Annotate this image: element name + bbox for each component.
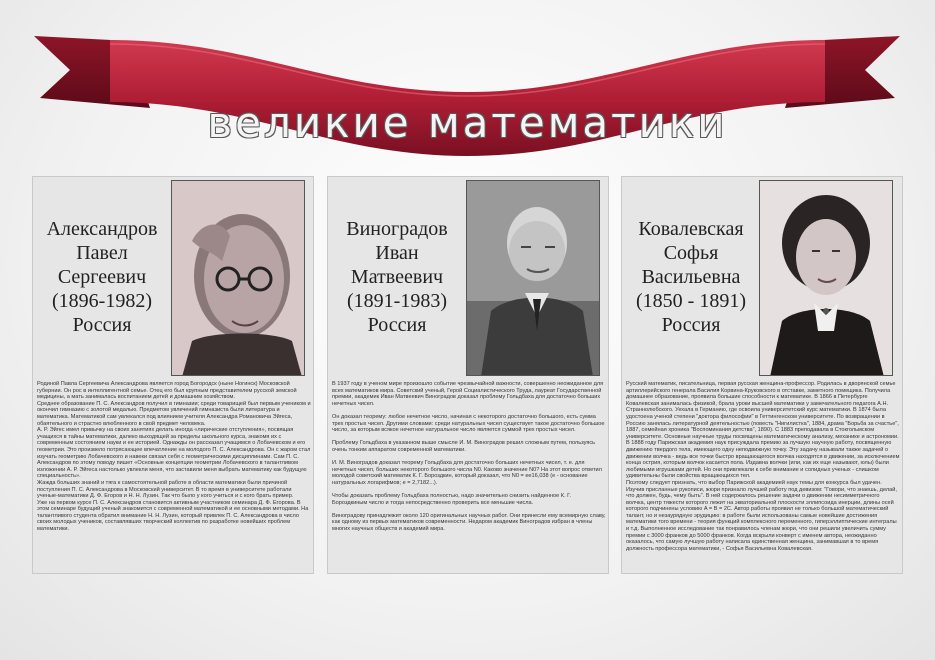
mathematician-card-aleksandrov [32,176,314,574]
portrait-photo-kovalevskaya [759,180,893,376]
mathematician-name: Виноградов Иван Матвеевич (1891-1983) Россия [346,218,448,336]
biography-text: Родиной Павла Сергеевича Александрова является город Богородск (ныне Ногинск) Московской губернии. Он рос в интеллигентной семье. Отец его был крупным представителем русской земской медицины, а мать занималась воспитанием детей и домашним хозяйством. Среднее образование П. С. Александров получил в гимназии; среди товарищей был первым учеником и окончил гимназию с золотой медалью. Предметом увлечений гимназиста были литература и математика. Математикой сам увлекался под влиянием учителя Александра Романовича Эйгеса, обаятельного и страстно влюбленного в свой предмет человека. А. Р. Эйгес имел привычку на своих занятиях делать иногда «лирические отступления», посвящая учащихся в тайны математики, далеко выходящей за пределы школьного курса, знакомя их с современным состоянием науки и ее историей. Однажды он рассказал учащимся о Лобачевском и его геометрии. Это произвело потрясающее впечатление на молодого П. С. Александрова. Он с жаром стал изучать геометрию Лобачевского и навеки связал себя с геометрическими дисциплинами. Сам П. С. Александров по этому поводу пишет «Основные концепции геометрии Лобачевского в талантливом изложении А. Р. Эйгеса настолько увлекли меня, что заставили меня выбрать математику как будущую специальность». Жажда больших знаний и тяга к самостоятельной работе в области математики были причиной поступления П. С. Александрова в Московский университет. В то время в университете работали ученые-математики Д. Ф. Егоров и Н. Н. Лузин. Так что было у кого учиться и с кого брать пример. Уже на первом курсе П. С. Александров становится активным участником семинара Д. Ф. Егорова. В этом семинаре будущий ученый знакомится с современной математикой и ее основными методами. На талантливого студента обратил внимание Н. Н. Лузин, который привлек П. С. Александрова в число своих молодых учеников, составлявших творческий коллектив по разработке новейших проблем математики. [37,381,311,533]
mathematician-name: Ковалевская Софья Васильевна (1850 - 1891) Россия [636,218,746,336]
title-ribbon-banner [0,0,935,180]
mathematician-card-vinogradov [327,176,609,574]
biography-text: В 1937 году в ученом мире произошло событие чрезвычайной важности, совершенно неожиданное для всех математиков мира. Советский ученый, Герой Социалистического Труда, лауреат Государственной премии, академик Иван Матвеевич Виноградов доказал проблему Гольдбаха для достаточно больших нечетных чисел. Он доказал теорему: любое нечетное число, начиная с некоторого достаточно большого, есть сумма трех простых чисел. Другими словами: среди натуральных чисел существует такое достаточно большое число, за которым всякое нечетное натуральное число является суммой трех простых чисел. Проблему Гольдбаха в указанном выше смысле И. М. Виноградов решил сложным путем, пользуясь очень тонким аппаратом современной математики. И. М. Виноградов доказал теорему Гольдбаха для достаточно больших нечетных чисел, т. е. для нечетных чисел, больших некоторого большого числа N0. Каково значение N0? На этот вопрос ответил молодой советский математик К. Г. Бороздкин, который доказал, что N0 = ее16,038 (е - основание натуральных логарифмов; е = 2,7182...). Чтобы доказать проблему Гольдбаха полностью, надо значительно снизить найденное К. Г. Бороздкиным число и тогда непосредственно проверить все меньшие числа. Виноградову принадлежит около 120 оригинальных научных работ. Они принесли ему всемирную славу, как одному из первых математиков современности. Недаром академик Виноградов избран в члены многих научных обществ и академий мира. [332,381,606,533]
biography-text: Русский математик, писательница, первая русская женщина-профессор. Родилась в дворянской семье артиллерийского генерала Василия Корвина-Круковского в отставке, заметного помещика. Получила домашнее образование, проявила большие способности к математике. В 1866 в Петербурге Ковалевская занималась физикой, брала уроки высшей математики у замечательного педагога А.Н. Страннолюбского. Уехала в Германию, где освоила университетский курс математики. В 1874 была удостоена ученой степени "доктора философии" в Геттингенском университете. По возвращении в Россию занялась литературной деятельностью (повесть "Нигилистка", 1884, драма "Борьба за счастье", 1887, семейная хроника "Воспоминания детства", 1890). С 1883 преподавала в Стокгольмском университете. Основные научные труды посвящены математическому анализу, механике и астрономии. В 1888 году Парижская академия наук присуждала премию за лучшую научную работу, посвященную движению твердого тела, имеющего одну неподвижную точку. Эту задачу называли также задачей о движении волчка - ведь все точки быстро вращающегося волчка находятся в движении, за исключением конца острия, которым волчок касается пола. Издавна волчки (или, как их еще называют, юлы) были любимыми игрушками детей. Но они привлекали к себе внимание и солидных ученых - слишком удивительны были свойства вращающихся тел. Поэтому следует признать, что выбор Парижской академией наук темы для конкурса был удачен. Изучив присланные рукописи, жюри признало лучшей работу под девизом: "Говори, что знаешь, делай, что должен, будь, чему быть". В ней содержалось решение задачи о движении несимметричного волчка, центр тяжести которого лежит на экваториальной плоскости эллипсоида инерции, длины осей которого подчинены условию A = B = 2C. Автор работы проявил не только большой математический талант, но и незаурядную эрудицию: в работе были использованы самые новейшие достижения математики того времени - теория функций комплексного переменного, гиперэллиптические интегралы и т.д. Выполненное исследование так понравилось членам жюри, что они решили увеличить сумму премии с 3000 франков до 5000 франков. Когда вскрыли конверт с именем автора, неожиданно оказалось, что самую лучшую работу написала единственная женщина, занимавшая в то время должность профессора математики, - Софья Васильевна Ковалевская. [626,381,900,552]
portrait-photo-aleksandrov [171,180,305,376]
mathematician-card-kovalevskaya [621,176,903,574]
poster-title: великие математики [207,98,728,147]
mathematician-name: Александров Павел Сергеевич (1896-1982) Россия [46,218,158,336]
portrait-photo-vinogradov [466,180,600,376]
